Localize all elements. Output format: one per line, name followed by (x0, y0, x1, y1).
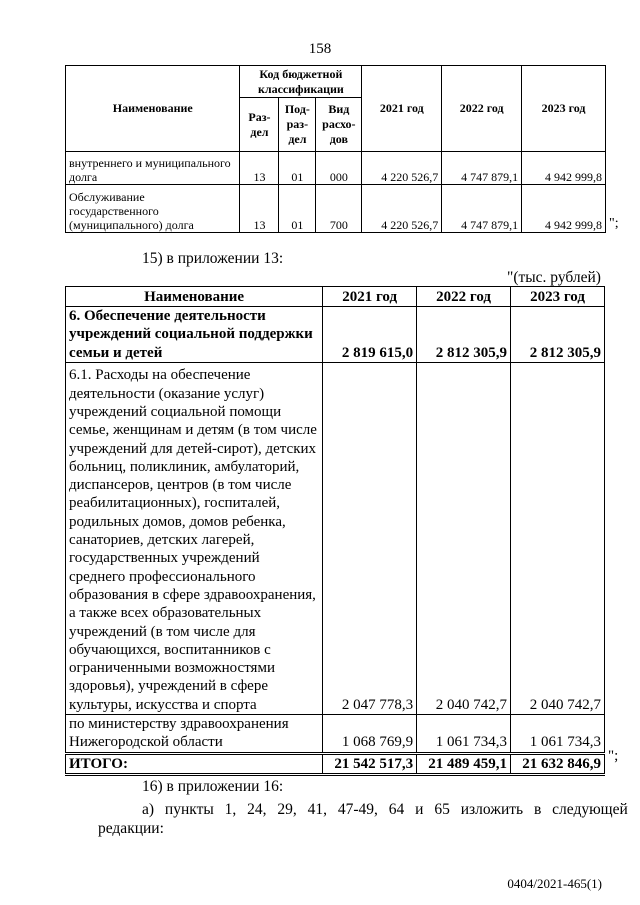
table-row (66, 307, 605, 363)
header-2022: 2022 год (442, 66, 522, 152)
header-name: Наименование (66, 66, 240, 152)
row-2021: 4 220 526,7 (362, 152, 442, 185)
row-2022: 2 812 305,9 (417, 307, 511, 363)
total-label: ИТОГО: (66, 753, 323, 774)
row-section: 13 (240, 185, 279, 233)
row-2023: 4 942 999,8 (522, 152, 606, 185)
total-2022: 21 489 459,1 (417, 753, 511, 774)
row-subsection: 01 (279, 152, 316, 185)
units-label: "(тыс. рублей) (507, 269, 601, 286)
table-row (66, 185, 606, 233)
row-section: 13 (240, 152, 279, 185)
row-2021: 1 068 769,9 (323, 715, 417, 754)
page-number: 158 (308, 41, 332, 57)
row-expense-type: 000 (316, 152, 362, 185)
row-2023: 2 040 742,7 (511, 363, 605, 715)
paragraph-16a-continued: редакции: (98, 820, 164, 837)
header-subsection: Под-раз-дел (279, 98, 316, 152)
header-2021: 2021 год (362, 66, 442, 152)
paragraph-16: 16) в приложении 16: (142, 778, 284, 795)
budget-classification-table (65, 65, 606, 233)
row-name: 6. Обеспечение деятельности учреждений социальной поддержки семьи и детей (66, 307, 323, 363)
header-2023: 2023 год (522, 66, 606, 152)
total-2023: 21 632 846,9 (511, 753, 605, 774)
header-2021: 2021 год (323, 287, 417, 307)
row-2022: 2 040 742,7 (417, 363, 511, 715)
row-2023: 4 942 999,8 (522, 185, 606, 233)
table1-end-mark: "; (609, 216, 619, 231)
row-2021: 2 819 615,0 (323, 307, 417, 363)
row-2021: 2 047 778,3 (323, 363, 417, 715)
row-subsection: 01 (279, 185, 316, 233)
row-2023: 1 061 734,3 (511, 715, 605, 754)
document-code: 0404/2021-465(1) (507, 876, 602, 891)
row-name: 6.1. Расходы на обеспечение деятельности (оказание услуг) учреждений социальной помощи семье, женщинам и детям (в том числе учреждений для детей-сирот), детских больниц, поликлиник, амбулаторий, диспансеров, центров (в том числе реабилитационных), госпиталей, родильных домов, домов ребенка, санаториев, детских лагерей, государственных учреждений среднего профессионального образования в сфере здравоохранения, а также всех образовательных учреждений (в том числе для обучающихся, воспитанников с ограниченными возможностями здоровья), учреждений в сфере культуры, искусства и спорта (66, 363, 323, 715)
table-row (66, 152, 606, 185)
header-kbk: Код бюджетной классификации (240, 66, 362, 98)
row-2022: 4 747 879,1 (442, 185, 522, 233)
table-row (66, 715, 605, 754)
row-name: по министерству здравоохранения Нижегородской области (66, 715, 323, 754)
paragraph-15: 15) в приложении 13: (142, 250, 284, 267)
total-row (66, 753, 605, 774)
row-2021: 4 220 526,7 (362, 185, 442, 233)
header-2022: 2022 год (417, 287, 511, 307)
row-2023: 2 812 305,9 (511, 307, 605, 363)
table2-end-mark: "; (608, 748, 619, 764)
row-2022: 4 747 879,1 (442, 152, 522, 185)
total-2021: 21 542 517,3 (323, 753, 417, 774)
header-section: Раз-дел (240, 98, 279, 152)
appendix-13-table (65, 286, 605, 776)
table-row (66, 363, 605, 715)
row-expense-type: 700 (316, 185, 362, 233)
header-expense-type: Вид расхо-дов (316, 98, 362, 152)
header-2023: 2023 год (511, 287, 605, 307)
paragraph-16a: а) пункты 1, 24, 29, 41, 47-49, 64 и 65 изложить в следующей (142, 801, 628, 818)
row-name: внутреннего и муниципального долга (66, 152, 240, 185)
row-name: Обслуживание государственного (муниципального) долга (66, 185, 240, 233)
row-2022: 1 061 734,3 (417, 715, 511, 754)
header-name: Наименование (66, 287, 323, 307)
